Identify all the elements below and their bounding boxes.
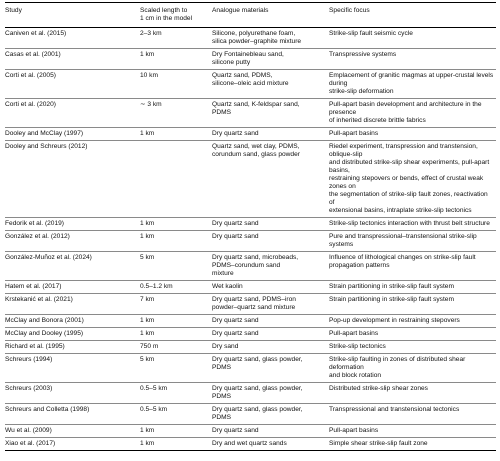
analogue-materials-cell: Wet kaolin	[212, 283, 243, 290]
study-cell: Dooley and McClay (1997)	[5, 130, 84, 137]
study-cell: Fedorik et al. (2019)	[5, 220, 65, 227]
study-cell: Casas et al. (2001)	[5, 51, 61, 58]
scaled-length-cell: 1 km	[140, 330, 155, 337]
study-cell: McClay and Bonora (2001)	[5, 317, 84, 324]
study-cell: Schreurs (2003)	[5, 385, 53, 392]
study-cell: González-Muñoz et al. (2024)	[5, 254, 92, 261]
scaled-length-cell: 0.5–5 km	[140, 406, 168, 413]
study-cell: González et al. (2012)	[5, 233, 70, 240]
analogue-materials-cell: Dry and wet quartz sands	[212, 440, 287, 447]
analogue-materials-cell: Dry quartz sand	[212, 317, 259, 324]
table-row	[5, 425, 496, 438]
study-cell: Dooley and Schreurs (2012)	[5, 143, 88, 150]
table-row	[5, 99, 496, 128]
study-cell: Wu et al. (2009)	[5, 427, 52, 434]
scaled-length-cell: 1 km	[140, 440, 155, 447]
study-cell: McClay and Dooley (1995)	[5, 330, 84, 337]
analogue-materials-cell: Dry Fontainebleau sand, silicone putty	[212, 51, 284, 66]
header-analogue-materials: Analogue materials	[212, 7, 269, 14]
scaled-length-cell: 1 km	[140, 220, 155, 227]
table-row	[5, 328, 496, 341]
specific-focus-cell: Pop-up development in restraining stepovers	[329, 317, 460, 324]
study-cell: Richard et al. (1995)	[5, 343, 65, 350]
analogue-materials-cell: Dry quartz sand, PDMS–iron powder–quartz sand mixture	[212, 296, 296, 311]
scaled-length-cell: ∼ 3 km	[140, 101, 162, 108]
analogue-materials-cell: Dry quartz sand	[212, 220, 259, 227]
study-cell: Schreurs and Colletta (1998)	[5, 406, 90, 413]
table-row	[5, 438, 496, 451]
table-row	[5, 231, 496, 252]
scaled-length-cell: 10 km	[140, 72, 158, 79]
analogue-materials-cell: Dry quartz sand	[212, 233, 259, 240]
table-row	[5, 218, 496, 231]
study-cell: Corti et al. (2020)	[5, 101, 56, 108]
studies-table	[5, 2, 496, 451]
scaled-length-cell: 7 km	[140, 296, 155, 303]
specific-focus-cell: Transpressional and transtensional tectonics	[329, 406, 460, 413]
specific-focus-cell: Strike-slip tectonics interaction with thrust belt structure	[329, 220, 490, 227]
analogue-materials-cell: Dry quartz sand, glass powder, PDMS	[212, 356, 303, 371]
specific-focus-cell: Influence of lithological changes on strike-slip fault propagation patterns	[329, 254, 476, 269]
header-scaled-length: Scaled length to 1 cm in the model	[140, 7, 193, 22]
specific-focus-cell: Emplacement of granitic magmas at upper-crustal levels during strike-slip deformation	[329, 72, 494, 95]
scaled-length-cell: 5 km	[140, 254, 155, 261]
table-row	[5, 28, 496, 49]
analogue-materials-cell: Dry quartz sand, microbeads, PDMS–corundum sand mixture	[212, 254, 299, 277]
specific-focus-cell: Pull-apart basins	[329, 130, 379, 137]
analogue-materials-cell: Dry quartz sand	[212, 427, 259, 434]
specific-focus-cell: Strike-slip faulting in zones of distributed shear deformation and block rotation	[329, 356, 466, 379]
specific-focus-cell: Transpressive systems	[329, 51, 397, 58]
scaled-length-cell: 750 m	[140, 343, 159, 350]
table-row	[5, 128, 496, 141]
study-cell: Corti et al. (2005)	[5, 72, 56, 79]
specific-focus-cell: Strike-slip fault seismic cycle	[329, 30, 413, 37]
analogue-materials-cell: Quartz sand, wet clay, PDMS, corundum sand, glass powder	[212, 143, 300, 158]
specific-focus-cell: Riedel experiment, transpression and transtension, oblique-slip and distributed strike-slip shear experiments, pull-apart basins, restraining stepovers or bends, effect of crustal weak zones on the segmentation of strike-slip fault zones, reactivation of extensional basins, intraplate strike-slip tectonics	[329, 143, 490, 214]
study-cell: Schreurs (1994)	[5, 356, 53, 363]
analogue-materials-cell: Dry quartz sand, glass powder, PDMS	[212, 406, 303, 421]
table-row	[5, 141, 496, 218]
table-row	[5, 383, 496, 404]
scaled-length-cell: 5 km	[140, 356, 155, 363]
header-study: Study	[5, 7, 22, 14]
table-row	[5, 294, 496, 315]
scaled-length-cell	[140, 141, 212, 218]
specific-focus-cell: Strike-slip tectonics	[329, 343, 386, 350]
study-cell: Krstekanić et al. (2021)	[5, 296, 73, 303]
analogue-materials-cell: Dry sand	[212, 343, 239, 350]
scaled-length-cell: 0.5–5 km	[140, 385, 168, 392]
study-cell: Caniven et al. (2015)	[5, 30, 67, 37]
table-row	[5, 49, 496, 70]
specific-focus-cell: Pull-apart basin development and architecture in the presence of inherited discrete brittle fabrics	[329, 101, 482, 124]
table-row	[5, 252, 496, 281]
scaled-length-cell: 2–3 km	[140, 30, 162, 37]
table-row	[5, 70, 496, 99]
analogue-materials-cell: Silicone, polyurethane foam, silica powder–graphite mixture	[212, 30, 302, 45]
header-specific-focus: Specific focus	[329, 7, 370, 14]
specific-focus-cell: Distributed strike-slip shear zones	[329, 385, 428, 392]
scaled-length-cell: 1 km	[140, 51, 155, 58]
specific-focus-cell: Strain partitioning in strike-slip fault system	[329, 283, 454, 290]
analogue-materials-cell: Dry quartz sand, glass powder, PDMS	[212, 385, 303, 400]
scaled-length-cell: 1 km	[140, 427, 155, 434]
specific-focus-cell: Simple shear strike-slip fault zone	[329, 440, 428, 447]
specific-focus-cell: Pull-apart basins	[329, 427, 379, 434]
analogue-materials-cell: Dry quartz sand	[212, 330, 259, 337]
study-cell: Hatem et al. (2017)	[5, 283, 62, 290]
table-row	[5, 315, 496, 328]
analogue-materials-cell: Quartz sand, PDMS, silicone–oleic acid mixture	[212, 72, 289, 87]
analogue-materials-cell: Quartz sand, K-feldspar sand, PDMS	[212, 101, 300, 116]
header-row	[5, 3, 496, 28]
table-row	[5, 341, 496, 354]
table-row	[5, 404, 496, 425]
table-row	[5, 281, 496, 294]
scaled-length-cell: 1 km	[140, 130, 155, 137]
specific-focus-cell: Pull-apart basins	[329, 330, 379, 337]
scaled-length-cell: 0.5–1.2 km	[140, 283, 173, 290]
specific-focus-cell: Pure and transpressional–transtensional strike-slip systems	[329, 233, 477, 248]
table-row	[5, 354, 496, 383]
study-cell: Xiao et al. (2017)	[5, 440, 56, 447]
specific-focus-cell: Strain partitioning in strike-slip fault system	[329, 296, 454, 303]
scaled-length-cell: 1 km	[140, 317, 155, 324]
table-body	[5, 28, 496, 451]
table-header	[5, 3, 496, 28]
scaled-length-cell: 1 km	[140, 233, 155, 240]
analogue-materials-cell: Dry quartz sand	[212, 130, 259, 137]
